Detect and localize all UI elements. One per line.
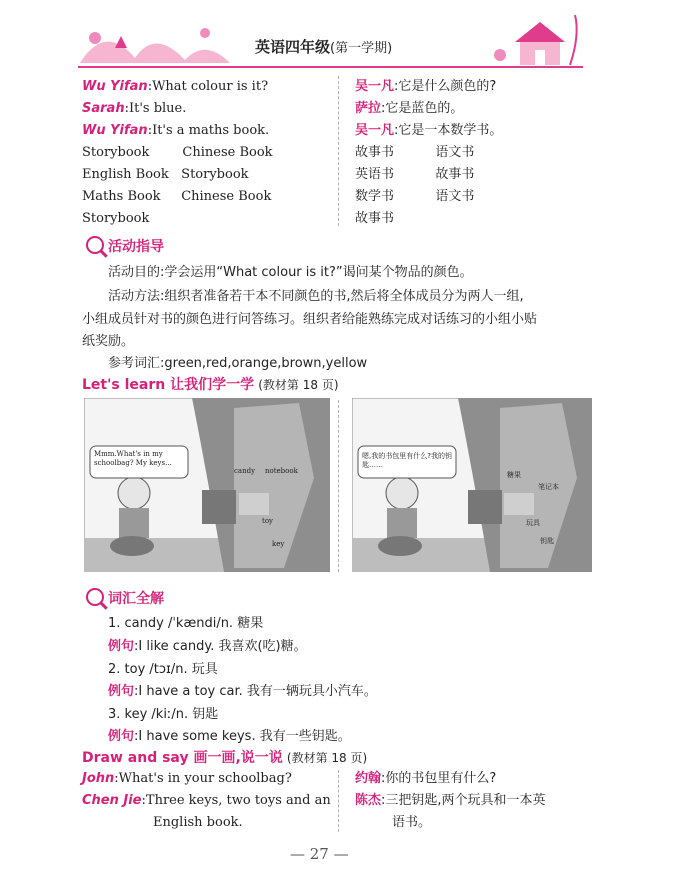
illustration-left (84, 398, 330, 572)
dialogue-line-en: Sarah:It's blue. (82, 101, 187, 116)
activity-line: 活动方法:组织者准备若干本不同颜色的书,然后将全体成员分为两人一组, (108, 289, 524, 304)
dialogue-line-cn: 陈杰:三把钥匙,两个玩具和一本英 (355, 793, 546, 808)
speech-bubble-text: 嗯,我的书包里有什么?我的钥匙…… (362, 452, 452, 469)
book-pair-en: Maths Book Chinese Book (82, 189, 272, 204)
dialogue-line-cn: 吴一凡:它是一本数学书。 (355, 123, 503, 138)
header-decoration-left (75, 18, 235, 68)
book-pair-cn: 故事书 语文书 (355, 145, 475, 160)
label-notebook: notebook (265, 467, 298, 475)
dialogue-line-en-cont: English book. (153, 815, 243, 830)
dialogue-line-en: Wu Yifan:It's a maths book. (82, 123, 270, 138)
draw-say-heading: Draw and say 画一画,说一说 (教材第 18 页) (82, 750, 368, 766)
activity-line: 小组成员针对书的颜色进行问答练习。组织者给能熟练完成对话练习的小组小贴 (82, 312, 538, 327)
activity-line: 活动目的:学会运用“What colour is it?”谒问某个物品的颜色。 (108, 265, 473, 280)
activity-heading: 活动指导 (108, 239, 164, 255)
header-title: 英语四年级(第一学期) (255, 38, 393, 56)
vocab-example: 例句:I like candy. 我喜欢(吃)糖。 (108, 639, 307, 654)
dialogue-line-cn: 约翰:你的书包里有什么? (355, 771, 497, 786)
vocab-example: 例句:I have some keys. 我有一些钥匙。 (108, 729, 351, 744)
book-pair-en: Storybook Chinese Book (82, 145, 273, 160)
book-pair-cn: 数学书 语文书 (355, 189, 475, 204)
label-toy: toy (262, 517, 273, 525)
vocab-entry: 2. toy /tɔɪ/n. 玩具 (108, 662, 218, 677)
label-key: key (272, 540, 285, 548)
activity-line: 纸奖励。 (82, 334, 135, 349)
dialogue-line-cn: 吴一凡:它是什么颜色的? (355, 79, 497, 94)
dialogue-line-en: John:What's in your schoolbag? (82, 771, 292, 786)
header-decoration-right (490, 10, 590, 68)
dialogue-line-en: Chen Jie:Three keys, two toys and an (82, 793, 331, 808)
vocab-entry: 1. candy /ˈkændi/n. 糖果 (108, 616, 264, 631)
speech-bubble-text: Mmm.What's in my schoolbag? My keys... (94, 450, 172, 467)
activity-vocab: 参考词汇:green,red,orange,brown,yellow (108, 356, 368, 371)
dialogue-line-en: Wu Yifan:What colour is it? (82, 79, 269, 94)
book-pair-cn: 英语书 故事书 (355, 167, 475, 182)
dialogue-line-cn: 萨拉:它是蓝色的。 (355, 101, 464, 116)
magnifier-handle (99, 249, 107, 257)
label-toy-cn: 玩具 (526, 519, 540, 527)
label-candy: candy (234, 467, 256, 475)
label-key-cn: 钥匙 (540, 537, 554, 545)
book-pair-cn: 故事书 (355, 211, 395, 226)
header-divider (78, 66, 583, 68)
page-number: — 27 — (290, 845, 349, 863)
label-notebook-cn: 笔记本 (538, 483, 559, 491)
vocab-entry: 3. key /kiː/n. 钥匙 (108, 707, 219, 722)
vocab-example: 例句:I have a toy car. 我有一辆玩具小汽车。 (108, 684, 377, 699)
page-header (0, 0, 675, 70)
lets-learn-heading: Let's learn 让我们学一学 (教材第 18 页) (82, 377, 339, 393)
book-pair-en: Storybook (82, 211, 150, 226)
magnifier-handle (99, 601, 107, 609)
column-divider (338, 770, 339, 832)
label-candy-cn: 糖果 (507, 471, 521, 479)
column-divider (338, 76, 339, 226)
illustration-divider (338, 400, 339, 572)
dialogue-line-cn-cont: 语书。 (392, 815, 432, 830)
vocab-heading: 词汇全解 (108, 591, 164, 607)
book-pair-en: English Book Storybook (82, 167, 249, 182)
